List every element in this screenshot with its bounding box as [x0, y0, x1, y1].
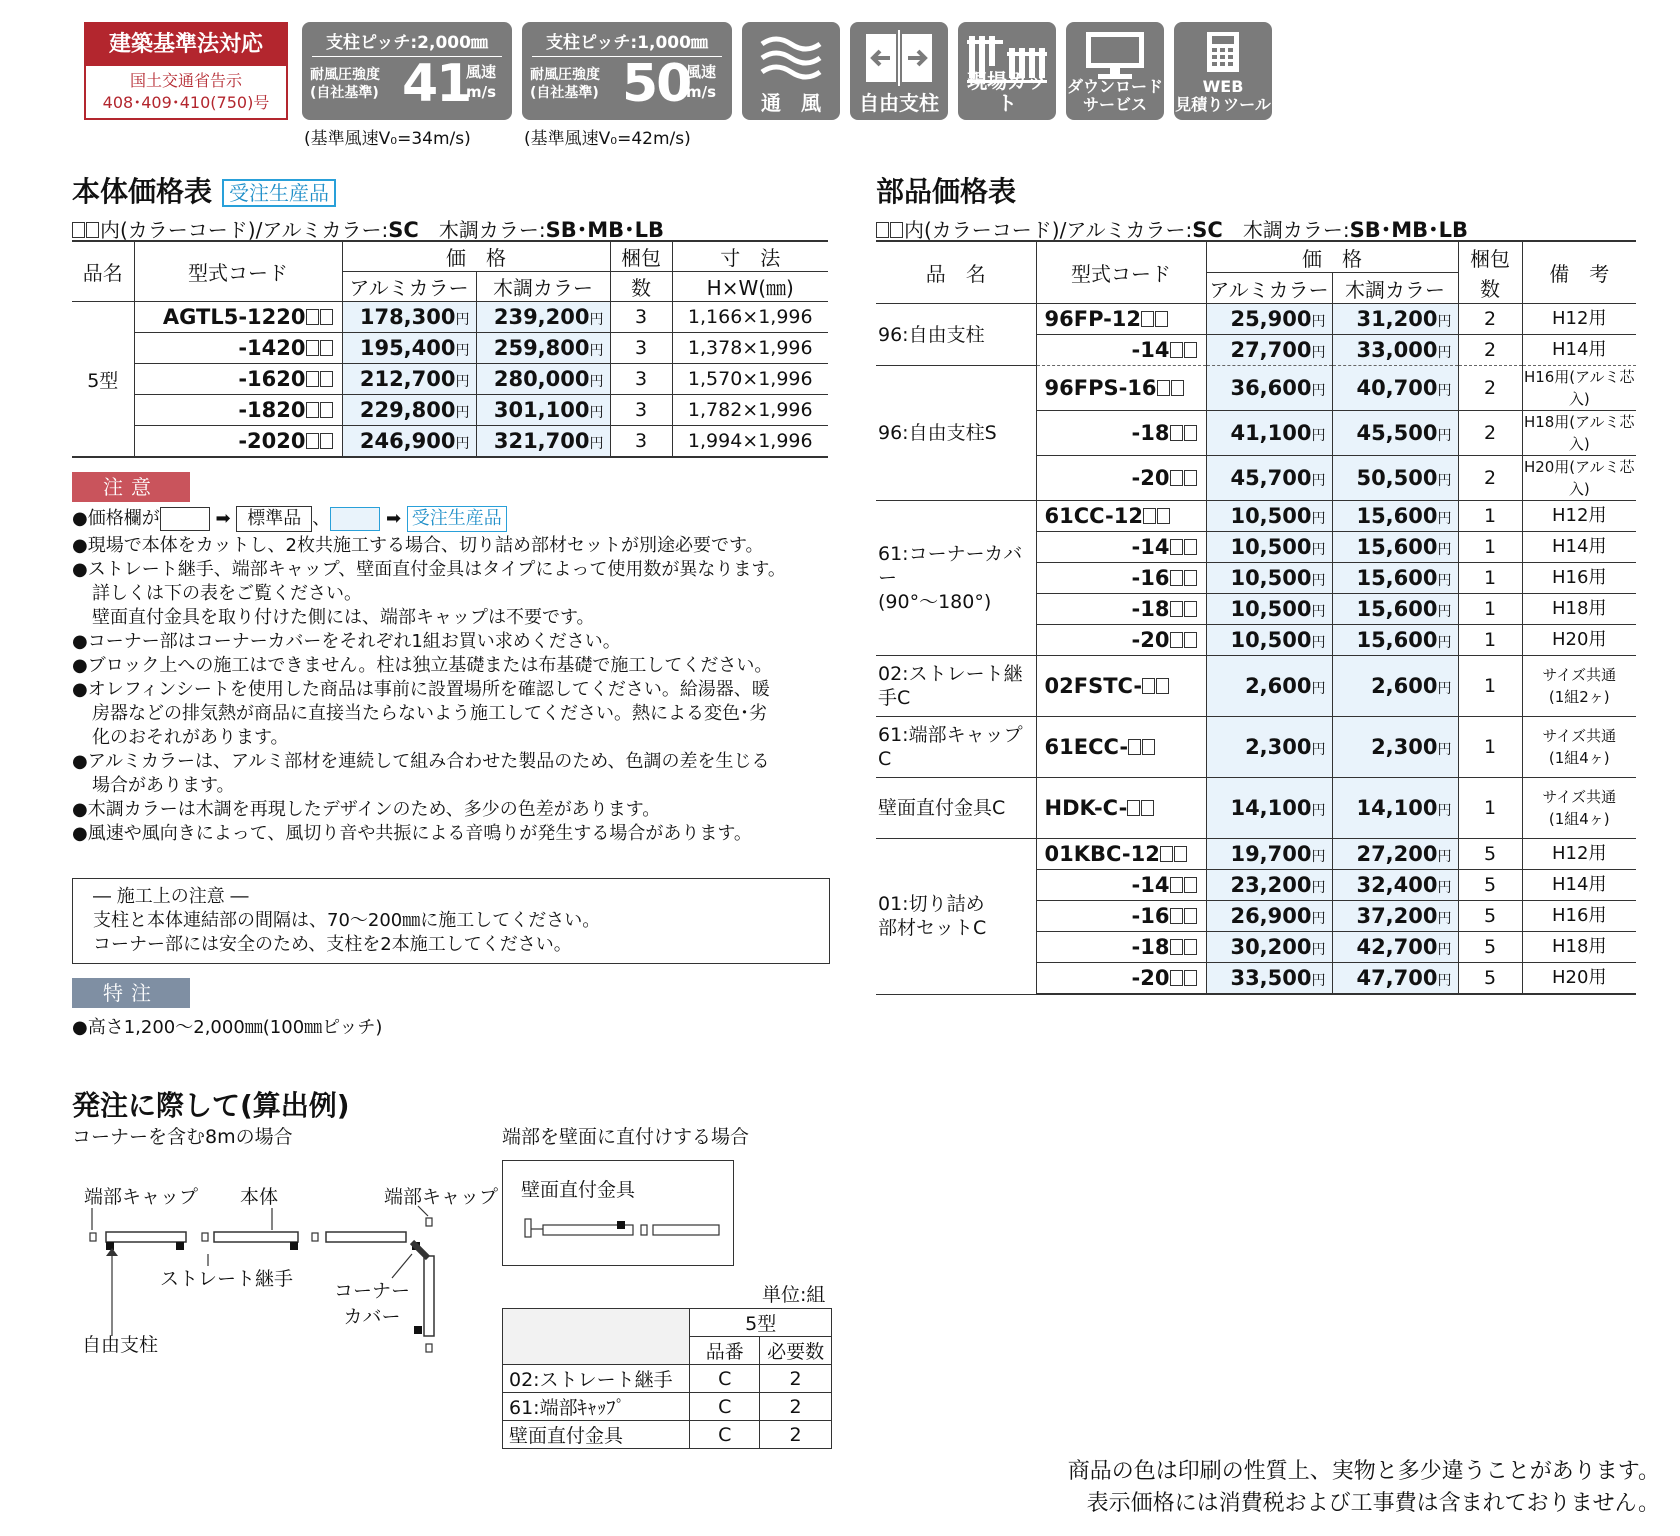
caution-item: ●ストレート継手、端部キャップ、壁面直付金具はタイプによって使用数が異なります。 [72, 559, 786, 580]
qty-part-name: 61:端部ｷｬｯﾌﾟ [503, 1393, 690, 1421]
header-pack-2: 数 [610, 272, 672, 302]
part-wood-price: 33,000円 [1332, 335, 1458, 366]
part-alu-price: 19,700円 [1206, 839, 1332, 870]
table-row [876, 717, 1636, 778]
wind-speed-value: 41 [402, 54, 471, 114]
white-box-icon [160, 507, 210, 531]
part-wood-price: 37,200円 [1332, 901, 1458, 932]
free-post-badge [850, 22, 948, 120]
special-order-header: 特注 [72, 978, 190, 1008]
table-row [503, 1393, 832, 1421]
part-alu-price: 10,500円 [1206, 501, 1332, 532]
part-wood-price: 2,600円 [1332, 656, 1458, 717]
label-wall-bracket: 壁面直付金具 [521, 1179, 636, 1201]
wood-price: 301,100円 [476, 395, 610, 426]
part-pack: 1 [1458, 532, 1522, 563]
table-row [72, 395, 828, 426]
part-code: 96FPS-16 [1036, 366, 1206, 411]
required-quantity-table [502, 1308, 832, 1449]
model-code: AGTL5-1220 [134, 302, 342, 333]
part-name: 96:自由支柱S [876, 366, 1036, 501]
model-code: -1820 [134, 395, 342, 426]
part-pack: 2 [1458, 456, 1522, 501]
alu-price: 246,900円 [342, 426, 476, 458]
part-alu-price: 2,600円 [1206, 656, 1332, 717]
part-code: 02FSTC- [1036, 656, 1206, 717]
wind-speed-value: 50 [622, 54, 691, 114]
part-pack: 1 [1458, 563, 1522, 594]
post-pitch-label: 支柱ピッチ:1,000㎜ [532, 28, 722, 57]
part-note: H16用 [1522, 563, 1636, 594]
part-note: H16用(アルミ芯入) [1522, 366, 1636, 411]
part-code: -18 [1036, 411, 1206, 456]
header-code: 型式コード [134, 241, 342, 302]
part-note: サイズ共通 (1組4ヶ) [1522, 717, 1636, 778]
footer-line-1: 商品の色は印刷の性質上、実物と多少違うことがあります。 [1067, 1459, 1660, 1484]
qty-header-code: 品番 [690, 1337, 760, 1365]
part-note: H12用 [1522, 501, 1636, 532]
header-wood: 木調カラー [476, 272, 610, 302]
part-pack: 2 [1458, 366, 1522, 411]
qty-part-code: C [690, 1393, 760, 1421]
wind-resistance-badge-50 [522, 22, 732, 120]
part-code: -14 [1036, 335, 1206, 366]
case2-caption: 端部を壁面に直付けする場合 [502, 1126, 750, 1148]
table-row [503, 1365, 832, 1393]
pack-count: 3 [610, 333, 672, 364]
standard-label: 標準品 [236, 506, 312, 532]
order-label: 受注生産品 [407, 506, 507, 532]
part-alu-price: 23,200円 [1206, 870, 1332, 901]
part-alu-price: 27,700円 [1206, 335, 1332, 366]
web-estimate-badge [1174, 22, 1272, 120]
caution-item: 化のおそれがあります。 [92, 727, 289, 748]
part-pack: 1 [1458, 717, 1522, 778]
wind-strength-label: 耐風圧強度 (自社基準) [310, 67, 380, 101]
part-code: 01KBC-12 [1036, 839, 1206, 870]
part-wood-price: 50,500円 [1332, 456, 1458, 501]
web-estimate-caption: WEB 見積りツール [1175, 77, 1271, 114]
part-alu-price: 10,500円 [1206, 594, 1332, 625]
table-row [876, 656, 1636, 717]
part-code: HDK-C- [1036, 778, 1206, 839]
table-row [72, 333, 828, 364]
case1-caption: コーナーを含む8mの場合 [72, 1126, 293, 1148]
caution-item: 房器などの排気熱が商品に直接当たらないよう施工してください。熱による変色･劣 [92, 703, 767, 724]
size: 1,782×1,996 [672, 395, 828, 426]
part-pack: 1 [1458, 594, 1522, 625]
download-caption: ダウンロード サービス [1066, 77, 1163, 114]
caution-item: 壁面直付金具を取り付けた側には、端部キャップは不要です。 [92, 607, 595, 628]
site-cut-caption: 現場カット [967, 69, 1047, 115]
part-code: -14 [1036, 532, 1206, 563]
part-note: H12用 [1522, 839, 1636, 870]
blue-box-icon [330, 507, 380, 531]
qty-header-row [503, 1309, 832, 1337]
building-standard-badge [84, 22, 288, 120]
model-code: -1420 [134, 333, 342, 364]
part-code: -18 [1036, 932, 1206, 963]
label-endcap-right: 端部キャップ [384, 1186, 499, 1208]
parts-price-table-title: 部品価格表 [876, 175, 1017, 208]
label-corner: コーナー カバー [334, 1280, 411, 1328]
free-post-icon [864, 30, 934, 86]
qty-header-blank [503, 1309, 690, 1365]
part-name: 01:切り詰め 部材セットC [876, 839, 1036, 995]
parts-color-code-line: 内(カラーコード)/アルミカラー:SC 木調カラー:SB･MB･LB [876, 214, 1468, 244]
qty-part-count: 2 [760, 1421, 832, 1449]
part-code: -18 [1036, 594, 1206, 625]
part-wood-price: 32,400円 [1332, 870, 1458, 901]
construction-note-line: コーナー部には安全のため、支柱を2本施工してください。 [93, 934, 572, 955]
part-note: H12用 [1522, 304, 1636, 335]
part-code: -16 [1036, 901, 1206, 932]
part-code: -20 [1036, 625, 1206, 656]
wind-speed-unit: 風速 m/s [466, 63, 497, 101]
parts-header-code: 型式コード [1036, 241, 1206, 304]
part-wood-price: 31,200円 [1332, 304, 1458, 335]
parts-header-alu: アルミカラー [1206, 273, 1332, 304]
wind-strength-label: 耐風圧強度 (自社基準) [530, 67, 600, 101]
part-wood-price: 45,500円 [1332, 411, 1458, 456]
part-wood-price: 42,700円 [1332, 932, 1458, 963]
badge-law-line1: 国土交通省告示 [129, 71, 242, 90]
label-body: 本体 [240, 1186, 279, 1208]
part-alu-price: 10,500円 [1206, 625, 1332, 656]
part-alu-price: 2,300円 [1206, 717, 1332, 778]
part-alu-price: 33,500円 [1206, 963, 1332, 995]
pack-count: 3 [610, 395, 672, 426]
part-wood-price: 2,300円 [1332, 717, 1458, 778]
alu-price: 229,800円 [342, 395, 476, 426]
label-endcap-left: 端部キャップ [84, 1186, 199, 1208]
part-pack: 5 [1458, 870, 1522, 901]
wood-price: 321,700円 [476, 426, 610, 458]
unit-label: 単位:組 [762, 1284, 826, 1306]
part-note: H14用 [1522, 870, 1636, 901]
header-size-2: H×W(㎜) [672, 272, 828, 302]
part-wood-price: 15,600円 [1332, 594, 1458, 625]
ventilation-caption: 通 風 [761, 91, 821, 115]
parts-header-row [876, 241, 1636, 273]
alu-price: 195,400円 [342, 333, 476, 364]
part-pack: 2 [1458, 335, 1522, 366]
badge-law-title: 建築基準法対応 [86, 24, 286, 66]
caution-item: ●風速や風向きによって、風切り音や共振による音鳴りが発生する場合があります。 [72, 823, 752, 844]
special-order-text: ●高さ1,200～2,000㎜(100㎜ピッチ) [72, 1017, 383, 1038]
part-alu-price: 10,500円 [1206, 532, 1332, 563]
part-note: H20用 [1522, 963, 1636, 995]
price-legend: ●価格欄が ➡ 標準品 、 ➡ 受注生産品 [72, 506, 507, 532]
order-example-title: 発注に際して(算出例) [72, 1089, 350, 1122]
post-pitch-label: 支柱ピッチ:2,000㎜ [312, 28, 502, 57]
pack-count: 3 [610, 364, 672, 395]
parts-price-table [876, 240, 1636, 995]
parts-header-pack: 梱包 [1458, 241, 1522, 273]
part-pack: 1 [1458, 501, 1522, 532]
qty-part-count: 2 [760, 1365, 832, 1393]
footer-line-2: 表示価格には消費税および工事費は含まれておりません。 [1086, 1491, 1660, 1516]
parts-header-price: 価 格 [1206, 241, 1458, 273]
caution-item: ●オレフィンシートを使用した商品は事前に設置場所を確認してください。給湯器、暖 [72, 679, 770, 700]
wood-price: 259,800円 [476, 333, 610, 364]
wind-speed-unit: 風速 m/s [686, 63, 717, 101]
size: 1,570×1,996 [672, 364, 828, 395]
table-row [876, 778, 1636, 839]
table-row [876, 304, 1636, 335]
qty-part-name: 壁面直付金具 [503, 1421, 690, 1449]
qty-part-count: 2 [760, 1393, 832, 1421]
wood-price: 280,000円 [476, 364, 610, 395]
layout-diagram [72, 1196, 472, 1366]
site-cut-badge [958, 22, 1056, 120]
construction-note-title: ― 施工上の注意 ― [93, 886, 249, 907]
part-wood-price: 15,600円 [1332, 532, 1458, 563]
wall-mount-box [502, 1160, 734, 1266]
wood-price: 239,200円 [476, 302, 610, 333]
part-note: H18用(アルミ芯入) [1522, 411, 1636, 456]
part-pack: 2 [1458, 411, 1522, 456]
part-note: H20用 [1522, 625, 1636, 656]
footer-note [1068, 1456, 1660, 1520]
caution-item: ●木調カラーは木調を再現したデザインのため、多少の色差があります。 [72, 799, 661, 820]
caution-item: ●ブロック上への施工はできません。柱は独立基礎または布基礎で施工してください。 [72, 655, 773, 676]
qty-part-code: C [690, 1365, 760, 1393]
made-to-order-tag: 受注生産品 [222, 179, 336, 207]
part-name: 壁面直付金具C [876, 778, 1036, 839]
part-note: H20用(アルミ芯入) [1522, 456, 1636, 501]
label-post: 自由支柱 [82, 1334, 159, 1356]
parts-header-name: 品 名 [876, 241, 1036, 304]
part-pack: 5 [1458, 932, 1522, 963]
table-row [503, 1421, 832, 1449]
part-code: -16 [1036, 563, 1206, 594]
caution-item: 場合があります。 [92, 775, 235, 796]
qty-part-name: 02:ストレート継手 [503, 1365, 690, 1393]
part-pack: 1 [1458, 625, 1522, 656]
header-price: 価 格 [342, 241, 610, 272]
header-pack: 梱包 [610, 241, 672, 272]
free-post-caption: 自由支柱 [859, 91, 939, 115]
qty-header-type: 5型 [690, 1309, 832, 1337]
part-code: -14 [1036, 870, 1206, 901]
part-alu-price: 26,900円 [1206, 901, 1332, 932]
part-alu-price: 10,500円 [1206, 563, 1332, 594]
header-name: 品名 [72, 241, 134, 302]
part-note: H18用 [1522, 594, 1636, 625]
part-code: -20 [1036, 456, 1206, 501]
parts-header-wood: 木調カラー [1332, 273, 1458, 304]
part-alu-price: 36,600円 [1206, 366, 1332, 411]
monitor-icon [1082, 30, 1148, 82]
download-service-badge [1066, 22, 1164, 120]
part-pack: 5 [1458, 963, 1522, 995]
size: 1,378×1,996 [672, 333, 828, 364]
part-name: 96:自由支柱 [876, 304, 1036, 366]
part-wood-price: 27,200円 [1332, 839, 1458, 870]
qty-header-qty: 必要数 [760, 1337, 832, 1365]
table-row [72, 364, 828, 395]
ventilation-badge [742, 22, 840, 120]
table-header-row [72, 241, 828, 272]
pack-count: 3 [610, 302, 672, 333]
qty-part-code: C [690, 1421, 760, 1449]
part-name: 61:端部キャップC [876, 717, 1036, 778]
part-alu-price: 45,700円 [1206, 456, 1332, 501]
part-wood-price: 15,600円 [1332, 563, 1458, 594]
part-wood-price: 14,100円 [1332, 778, 1458, 839]
alu-price: 178,300円 [342, 302, 476, 333]
main-price-table [72, 240, 828, 458]
part-note: H18用 [1522, 932, 1636, 963]
parts-header-note: 備 考 [1522, 241, 1636, 304]
part-pack: 5 [1458, 901, 1522, 932]
badge-law-line2: 408･409･410(750)号 [102, 93, 270, 112]
part-note: サイズ共通 (1組2ヶ) [1522, 656, 1636, 717]
wall-diagram [523, 1215, 723, 1245]
part-note: H14用 [1522, 335, 1636, 366]
alu-price: 212,700円 [342, 364, 476, 395]
model-code: -1620 [134, 364, 342, 395]
part-code: 61ECC- [1036, 717, 1206, 778]
header-alu: アルミカラー [342, 272, 476, 302]
caution-header: 注意 [72, 472, 190, 502]
base-wind-note-2: (基準風速V₀=42m/s) [524, 129, 691, 149]
table-row [876, 839, 1636, 870]
pack-count: 3 [610, 426, 672, 458]
part-name: 61:コーナーカバー (90°～180°) [876, 501, 1036, 656]
part-note: H16用 [1522, 901, 1636, 932]
part-pack: 1 [1458, 778, 1522, 839]
parts-header-pack-2: 数 [1458, 273, 1522, 304]
part-wood-price: 15,600円 [1332, 625, 1458, 656]
group-name: 5型 [72, 302, 134, 458]
table-row [72, 426, 828, 458]
part-alu-price: 30,200円 [1206, 932, 1332, 963]
table-row [72, 302, 828, 333]
caution-item: ●アルミカラーは、アルミ部材を連続して組み合わせた製品のため、色調の差を生じる [72, 751, 770, 772]
header-size: 寸 法 [672, 241, 828, 272]
part-pack: 1 [1458, 656, 1522, 717]
caution-item: ●現場で本体をカットし、2枚共施工する場合、切り詰め部材セットが別途必要です。 [72, 535, 764, 556]
part-alu-price: 41,100円 [1206, 411, 1332, 456]
part-code: 96FP-12 [1036, 304, 1206, 335]
part-pack: 2 [1458, 304, 1522, 335]
construction-note-line: 支柱と本体連結部の間隔は、70～200㎜に施工してください。 [93, 910, 601, 931]
model-code: -2020 [134, 426, 342, 458]
caution-item: ●コーナー部はコーナーカバーをそれぞれ1組お買い求めください。 [72, 631, 621, 652]
base-wind-note-1: (基準風速V₀=34m/s) [304, 129, 471, 149]
part-pack: 5 [1458, 839, 1522, 870]
wind-resistance-badge-41 [302, 22, 512, 120]
size: 1,994×1,996 [672, 426, 828, 458]
part-wood-price: 40,700円 [1332, 366, 1458, 411]
label-joint: ストレート継手 [160, 1268, 294, 1290]
main-price-table-title: 本体価格表 受注生産品 [72, 170, 336, 210]
part-wood-price: 47,700円 [1332, 963, 1458, 995]
calculator-icon [1203, 30, 1243, 74]
part-note: サイズ共通 (1組4ヶ) [1522, 778, 1636, 839]
construction-note-box [72, 878, 830, 964]
part-name: 02:ストレート継手C [876, 656, 1036, 717]
part-alu-price: 25,900円 [1206, 304, 1332, 335]
main-color-code-line: 内(カラーコード)/アルミカラー:SC 木調カラー:SB･MB･LB [72, 214, 664, 244]
wind-icon [756, 30, 826, 86]
part-code: -20 [1036, 963, 1206, 995]
part-alu-price: 14,100円 [1206, 778, 1332, 839]
table-row [876, 366, 1636, 411]
part-code: 61CC-12 [1036, 501, 1206, 532]
caution-item: 詳しくは下の表をご覧ください。 [92, 583, 362, 604]
part-wood-price: 15,600円 [1332, 501, 1458, 532]
table-row [876, 501, 1636, 532]
part-note: H14用 [1522, 532, 1636, 563]
size: 1,166×1,996 [672, 302, 828, 333]
caution-list [72, 534, 842, 846]
